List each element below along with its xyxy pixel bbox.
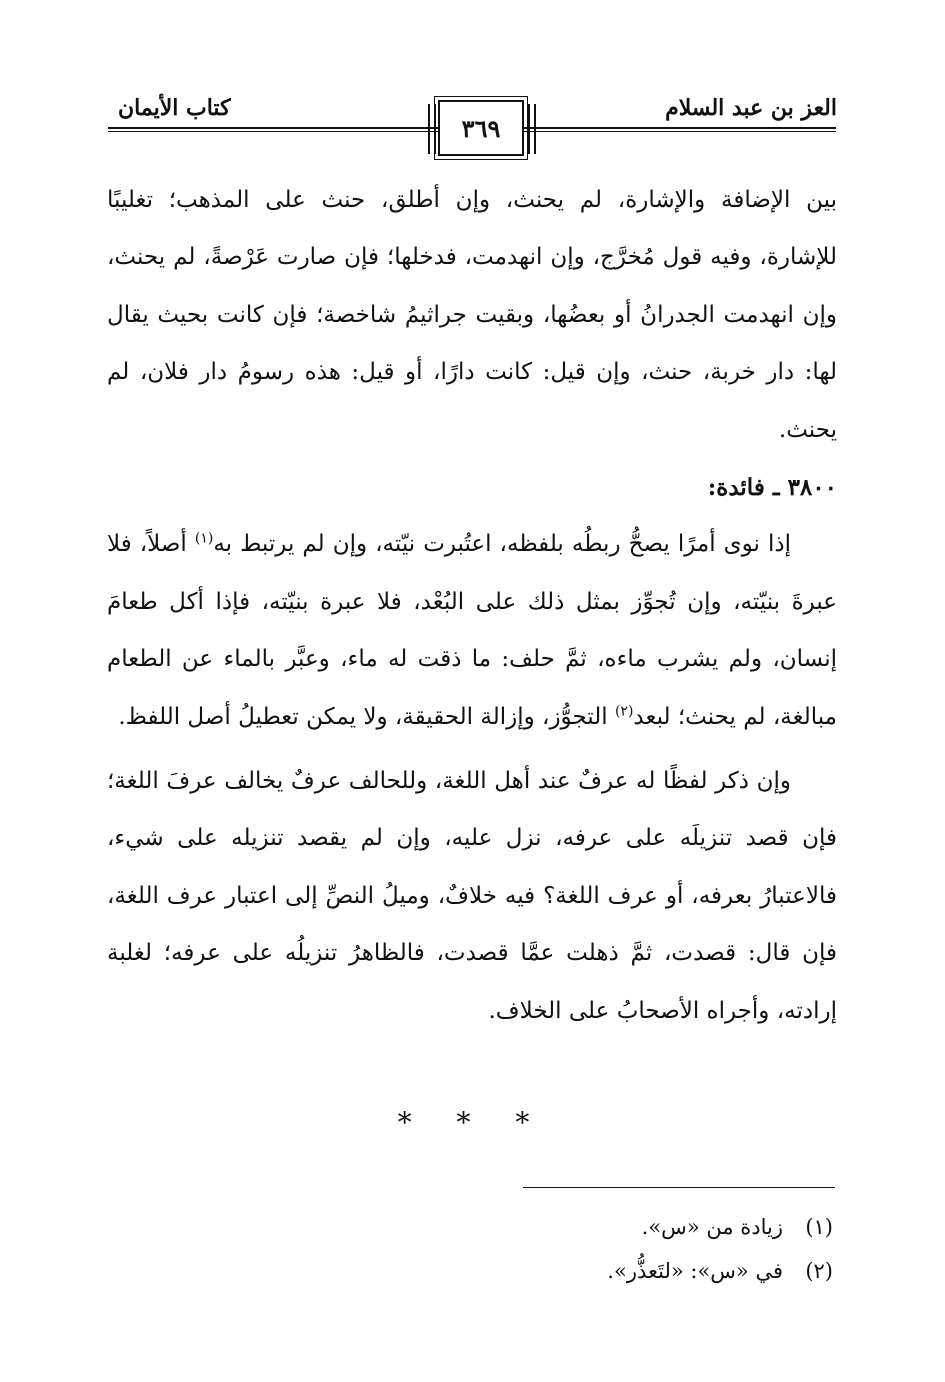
ornament-right: [528, 104, 536, 154]
paragraph-2-part-c: التجوُّز، وإزالة الحقيقة، ولا يمكن تعطيلُ أصل اللفظ.: [118, 703, 615, 730]
footnote-rule: [523, 1187, 835, 1188]
paragraph-3: وإن ذكر لفظًا له عرفٌ عند أهل اللغة، وللحالف عرفٌ يخالف عرفَ اللغة؛ فإن قصد تنزيلَه على عرفه، نزل عليه، وإن لم يقصد تنزيله على شيء، فالاعتبارُ بعرفه، أو عرف اللغة؟ فيه خلافٌ، وميلُ النصِّ إلى اعتبار عرف اللغة، فإن قال: قصدت، ثمَّ ذهلت عمَّا قصدت، فالظاهرُ تنزيلُه على عرفه؛ لغلبة إرادته، وأجراه الأصحابُ على الخلاف.: [107, 768, 837, 1024]
section-separator: * * *: [397, 1106, 548, 1139]
footnote-number: (١): [805, 1215, 833, 1239]
body-text: [107, 172, 837, 1040]
footnote-number: (٢): [805, 1259, 833, 1283]
page-number: ٣٦٩: [461, 113, 501, 143]
paragraph-2-part-b: أصلاً، فلا عبرةَ بنيّته، وإن تُجوِّز بمثل ذلك على البُعْد، فلا عبرة بنيّته، فإذا أكل طعامَ إنسان، ولم يشرب ماءه، ثمَّ حلف: ما ذقت له ماء، وعبَّر بالماء عن الطعام مبالغة، لم يحنث؛ لبعد: [107, 531, 837, 730]
footnote-item: [113, 1205, 833, 1249]
footnote-item: [113, 1249, 833, 1293]
header-author: العز بن عبد السلام: [665, 95, 837, 121]
header-section: كتاب الأيمان: [118, 95, 231, 121]
footnote-ref-2[interactable]: (٢): [614, 703, 634, 719]
page-number-frame: [438, 100, 524, 156]
section-heading: ٣٨٠٠ ـ فائدة:: [707, 474, 837, 502]
footnote-ref-1[interactable]: (١): [194, 530, 214, 547]
footnote-text: زيادة من «س».: [641, 1215, 783, 1239]
paragraph-2: [107, 516, 837, 746]
paragraph-1: بين الإضافة والإشارة، لم يحنث، وإن أطلق، حنث على المذهب؛ تغليبًا للإشارة، وفيه قول مُخرَّج، وإن انهدمت، فدخلها؛ فإن صارت عَرْصةً، لم يحنث، وإن انهدمت الجدرانُ أو بعضُها، وبقيت جراثيمُ شاخصة؛ فإن كانت بحيث يقال لها: دار خربة، حنث، وإن قيل: كانت دارًا، أو قيل: هذه رسومُ دار فلان، لم يحنث.: [107, 187, 837, 443]
paragraph-2-part-a: إذا نوى أمرًا يصحُّ ربطُه بلفظه، اعتُبرت نيّته، وإن لم يرتبط به: [213, 531, 791, 558]
ornament-left: [428, 104, 436, 154]
footnote-text: في «س»: «لتَعذُّر».: [607, 1259, 783, 1283]
footnotes: [113, 1205, 833, 1293]
